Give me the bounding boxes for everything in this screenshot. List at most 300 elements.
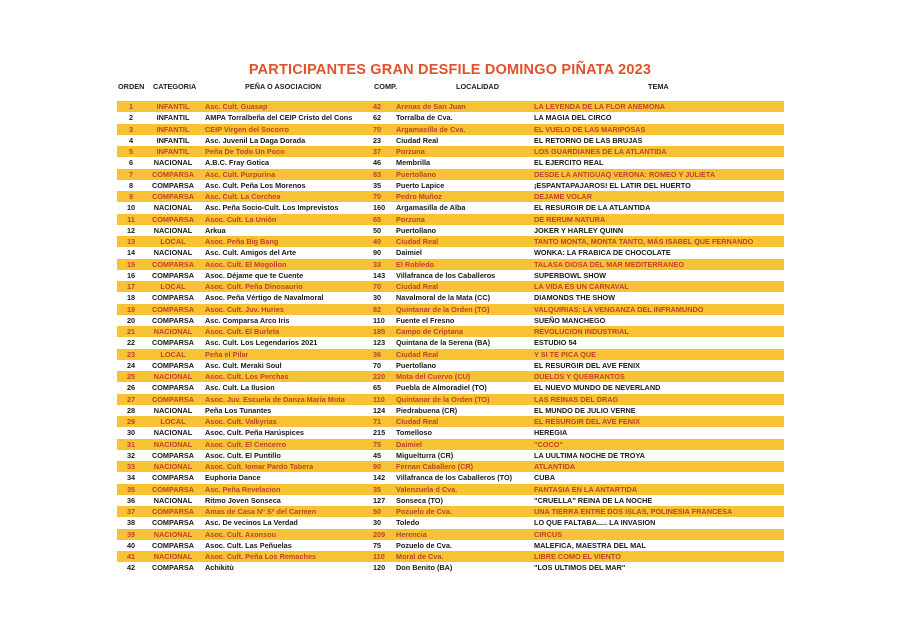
table-row bbox=[117, 304, 784, 315]
table-row bbox=[117, 360, 784, 371]
cell-tema: DESDE LA ANTIGUAQ VERONA: ROMEO Y JULIETA bbox=[534, 169, 716, 179]
cell-tema: REVOLUCION INDUSTRIAL bbox=[534, 327, 629, 336]
cell-categoria: COMPARSA bbox=[151, 304, 195, 314]
cell-pena: Asoc. Cult. El Cencerro bbox=[205, 439, 287, 449]
cell-comp: 30 bbox=[373, 518, 382, 528]
cell-categoria: COMPARSA bbox=[151, 450, 195, 460]
cell-orden: 38 bbox=[126, 518, 136, 528]
cell-pena: Asc. Juvenil La Daga Dorada bbox=[205, 135, 306, 145]
cell-orden: 35 bbox=[126, 484, 136, 494]
cell-comp: 70 bbox=[373, 282, 382, 291]
cell-categoria: NACIONAL bbox=[153, 495, 193, 505]
cell-tema: DUELOS Y QUEBRANTOS bbox=[534, 372, 625, 381]
cell-categoria: INFANTIL bbox=[156, 147, 190, 156]
cell-pena: Asoc. Cult. Las Peñuelas bbox=[205, 540, 292, 550]
cell-orden: 21 bbox=[126, 327, 136, 336]
cell-pena: Asoc. Cult. Juv. Huries bbox=[205, 304, 284, 314]
table-row bbox=[117, 191, 784, 202]
cell-pena: Asc. Cult. Meraki Soul bbox=[205, 360, 282, 370]
cell-localidad: Don Benito (BA) bbox=[396, 563, 453, 573]
cell-pena: Asoc. Cult. Peña Dinosaurio bbox=[205, 282, 303, 291]
cell-tema: WONKA: LA FRABICA DE CHOCOLATE bbox=[534, 248, 671, 258]
cell-orden: 22 bbox=[126, 338, 136, 348]
table-row bbox=[117, 101, 784, 112]
cell-orden: 13 bbox=[126, 237, 136, 246]
table-row bbox=[117, 551, 784, 562]
cell-orden: 18 bbox=[126, 293, 136, 303]
cell-categoria: LOCAL bbox=[160, 237, 186, 246]
cell-tema: TALASA DIOSA DEL MAR MEDITERRANEO bbox=[534, 259, 684, 269]
cell-pena: Asoc. Cult. El Puntillo bbox=[205, 450, 281, 460]
cell-comp: 65 bbox=[373, 383, 382, 393]
cell-pena: Asoc. Cult. Peña Los Remaches bbox=[205, 552, 317, 561]
cell-localidad: Quintanar de la Orden (TO) bbox=[396, 394, 490, 404]
cell-orden: 37 bbox=[126, 507, 136, 516]
cell-categoria: INFANTIL bbox=[156, 113, 190, 123]
table-row bbox=[117, 382, 784, 393]
cell-comp: 127 bbox=[373, 495, 386, 505]
cell-comp: 70 bbox=[373, 192, 382, 201]
cell-categoria: COMPARSA bbox=[151, 563, 195, 573]
cell-pena: Asoc. Cult. El Mogollon bbox=[205, 259, 287, 269]
cell-comp: 75 bbox=[373, 540, 382, 550]
table-row bbox=[117, 236, 784, 247]
cell-orden: 12 bbox=[126, 225, 136, 235]
cell-tema: "COCO" bbox=[534, 439, 563, 449]
cell-categoria: COMPARSA bbox=[151, 259, 195, 269]
cell-tema: LA MAGIA DEL CIRCO bbox=[534, 113, 612, 123]
cell-comp: 110 bbox=[373, 394, 385, 404]
cell-comp: 90 bbox=[373, 462, 382, 471]
cell-categoria: NACIONAL bbox=[153, 428, 193, 438]
cell-comp: 30 bbox=[373, 293, 382, 303]
cell-pena: Asoc. Cult. Iomar Pardo Tabera bbox=[205, 462, 314, 471]
cell-orden: 4 bbox=[128, 135, 134, 145]
cell-pena: Asc. De vecinos La Verdad bbox=[205, 518, 298, 528]
cell-tema: SUEÑO MANCHEGO bbox=[534, 315, 606, 325]
cell-orden: 33 bbox=[126, 462, 136, 471]
cell-pena: Peña De Todo Un Poco bbox=[205, 147, 285, 156]
table-row bbox=[117, 337, 784, 348]
cell-tema: VALQUIRIAS: LA VENGANZA DEL INFRAMUNDO bbox=[534, 304, 704, 314]
cell-tema: SUPERBOWL SHOW bbox=[534, 270, 607, 280]
table-row bbox=[117, 214, 784, 225]
cell-tema: "CRUELLA" REINA DE LA NOCHE bbox=[534, 495, 653, 505]
cell-comp: 71 bbox=[373, 417, 382, 426]
cell-localidad: Toledo bbox=[396, 518, 420, 528]
cell-pena: Asc. Cult. Guasap bbox=[205, 102, 268, 111]
cell-comp: 33 bbox=[373, 259, 382, 269]
cell-categoria: COMPARSA bbox=[151, 507, 195, 516]
cell-pena: Asc. Comparsa Arco Iris bbox=[205, 315, 290, 325]
cell-categoria: NACIONAL bbox=[153, 405, 193, 415]
cell-comp: 90 bbox=[373, 248, 382, 258]
cell-comp: 36 bbox=[373, 349, 382, 359]
cell-orden: 29 bbox=[126, 417, 136, 426]
cell-tema: FANTASIA EN LA ANTARTIDA bbox=[534, 484, 638, 494]
cell-localidad: Puebla de Almoradiel (TO) bbox=[396, 383, 487, 393]
cell-localidad: El Robledo bbox=[396, 259, 435, 269]
cell-categoria: NACIONAL bbox=[153, 372, 193, 381]
cell-localidad: Daimiel bbox=[396, 248, 422, 258]
cell-tema: LOS GUARDIANES DE LA ATLANTIDA bbox=[534, 147, 667, 156]
cell-pena: A.B.C. Fray Gotica bbox=[205, 158, 270, 168]
cell-orden: 25 bbox=[126, 372, 136, 381]
header-orden: ORDEN bbox=[118, 82, 145, 91]
cell-categoria: NACIONAL bbox=[153, 158, 193, 168]
cell-localidad: Membrilla bbox=[396, 158, 431, 168]
cell-comp: 65 bbox=[373, 214, 382, 224]
cell-comp: 124 bbox=[373, 405, 386, 415]
participants-table bbox=[117, 101, 784, 574]
table-row bbox=[117, 529, 784, 540]
cell-tema: LA UULTIMA NOCHE DE TROYA bbox=[534, 450, 645, 460]
cell-categoria: COMPARSA bbox=[151, 484, 195, 494]
cell-pena: CEIP Virgen del Socorro bbox=[205, 124, 290, 134]
cell-localidad: Argamasilla de Alba bbox=[396, 203, 466, 213]
cell-pena: Asoc. Déjame que te Cuente bbox=[205, 270, 304, 280]
cell-localidad: Campo de Criptana bbox=[396, 327, 463, 336]
cell-localidad: Puertollano bbox=[396, 225, 437, 235]
table-row bbox=[117, 517, 784, 528]
cell-comp: 35 bbox=[373, 484, 382, 494]
cell-orden: 28 bbox=[126, 405, 136, 415]
table-row bbox=[117, 157, 784, 168]
cell-orden: 36 bbox=[126, 495, 136, 505]
cell-tema: HEREGIA bbox=[534, 428, 568, 438]
cell-localidad: Porzuna bbox=[396, 214, 425, 224]
cell-comp: 220 bbox=[373, 372, 386, 381]
cell-pena: Euphoria Dance bbox=[205, 473, 261, 483]
cell-categoria: COMPARSA bbox=[151, 192, 195, 201]
cell-categoria: LOCAL bbox=[160, 349, 186, 359]
cell-categoria: NACIONAL bbox=[153, 462, 193, 471]
cell-tema: EL EJERCITO REAL bbox=[534, 158, 604, 168]
cell-orden: 6 bbox=[128, 158, 134, 168]
cell-pena: Ritmo Joven Sonseca bbox=[205, 495, 281, 505]
table-row bbox=[117, 349, 784, 360]
cell-orden: 20 bbox=[126, 315, 136, 325]
header-comp: COMP. bbox=[374, 82, 397, 91]
table-row bbox=[117, 146, 784, 157]
table-row bbox=[117, 292, 784, 303]
cell-pena: Asoc. Cult. Peña Harúspices bbox=[205, 428, 304, 438]
cell-tema: EL RETORNO DE LAS BRUJAS bbox=[534, 135, 643, 145]
cell-tema: ¡ESPANTAPAJAROS! EL LATIR DEL HUERTO bbox=[534, 180, 691, 190]
cell-tema: ATLANTIDA bbox=[534, 462, 576, 471]
cell-orden: 19 bbox=[126, 304, 136, 314]
cell-pena: Asc. Cult. La Corchea bbox=[205, 192, 281, 201]
table-row bbox=[117, 247, 784, 258]
cell-orden: 41 bbox=[126, 552, 136, 561]
cell-orden: 23 bbox=[126, 349, 136, 359]
table-row bbox=[117, 180, 784, 191]
table-row bbox=[117, 472, 784, 483]
table-row bbox=[117, 405, 784, 416]
cell-categoria: COMPARSA bbox=[151, 473, 195, 483]
cell-categoria: NACIONAL bbox=[153, 529, 193, 539]
cell-pena: Asc. Cult. Peña Los Morenos bbox=[205, 180, 306, 190]
table-row bbox=[117, 439, 784, 450]
cell-categoria: COMPARSA bbox=[151, 360, 195, 370]
cell-categoria: COMPARSA bbox=[151, 214, 195, 224]
cell-orden: 7 bbox=[128, 169, 134, 179]
cell-pena: Asoc. Peña Vértigo de Navalmoral bbox=[205, 293, 324, 303]
cell-orden: 40 bbox=[126, 540, 136, 550]
cell-localidad: Quintana de la Serena (BA) bbox=[396, 338, 491, 348]
cell-orden: 14 bbox=[126, 248, 136, 258]
cell-pena: Asc. Peña Revelacion bbox=[205, 484, 281, 494]
table-row bbox=[117, 281, 784, 292]
cell-localidad: Miguelturra (CR) bbox=[396, 450, 454, 460]
cell-comp: 70 bbox=[373, 360, 382, 370]
cell-tema: LIBRE COMO EL VIENTO bbox=[534, 552, 621, 561]
cell-comp: 40 bbox=[373, 237, 382, 246]
cell-orden: 27 bbox=[126, 394, 136, 404]
cell-tema: TANTO MONTA, MONTA TANTO, MÁS ISABEL QUE FERNANDO bbox=[534, 237, 754, 246]
cell-comp: 50 bbox=[373, 507, 382, 516]
cell-orden: 42 bbox=[126, 563, 136, 573]
cell-orden: 10 bbox=[126, 203, 136, 213]
cell-orden: 16 bbox=[126, 270, 136, 280]
cell-orden: 31 bbox=[126, 439, 136, 449]
table-row bbox=[117, 540, 784, 551]
cell-comp: 62 bbox=[373, 113, 382, 123]
cell-comp: 75 bbox=[373, 439, 382, 449]
cell-categoria: COMPARSA bbox=[151, 315, 195, 325]
cell-pena: Asoc. Cult. La Unión bbox=[205, 214, 277, 224]
cell-orden: 26 bbox=[126, 383, 136, 393]
cell-localidad: Ciudad Real bbox=[396, 237, 439, 246]
table-row bbox=[117, 562, 784, 573]
cell-tema: DE RERUM NATURA bbox=[534, 214, 606, 224]
cell-comp: 160 bbox=[373, 203, 386, 213]
cell-comp: 123 bbox=[373, 338, 386, 348]
cell-pena: Asoc. Cult. El Burleta bbox=[205, 327, 280, 336]
table-row bbox=[117, 202, 784, 213]
cell-localidad: Herencia bbox=[396, 529, 427, 539]
cell-localidad: Villafranca de los Caballeros bbox=[396, 270, 496, 280]
cell-comp: 215 bbox=[373, 428, 386, 438]
cell-tema: LAS REINAS DEL DRAG bbox=[534, 394, 619, 404]
cell-comp: 42 bbox=[373, 102, 382, 111]
table-row bbox=[117, 124, 784, 135]
cell-categoria: INFANTIL bbox=[156, 135, 190, 145]
cell-localidad: Fernan Caballero (CR) bbox=[396, 462, 474, 471]
cell-pena: Asoc. Peña Big Bang bbox=[205, 237, 279, 246]
cell-localidad: Villafranca de los Caballeros (TO) bbox=[396, 473, 513, 483]
cell-categoria: COMPARSA bbox=[151, 540, 195, 550]
cell-pena: Asc. Peña Socio-Cult. Los Imprevistos bbox=[205, 203, 339, 213]
cell-localidad: Argamasilla de Cva. bbox=[396, 124, 466, 134]
page-title: PARTICIPANTES GRAN DESFILE DOMINGO PIÑATA 2023 bbox=[248, 62, 652, 78]
cell-comp: 46 bbox=[373, 158, 382, 168]
cell-localidad: Ciudad Real bbox=[396, 282, 439, 291]
cell-orden: 2 bbox=[128, 113, 134, 123]
cell-orden: 32 bbox=[126, 450, 136, 460]
table-row bbox=[117, 270, 784, 281]
table-row bbox=[117, 135, 784, 146]
table-row bbox=[117, 427, 784, 438]
cell-orden: 24 bbox=[126, 360, 136, 370]
cell-orden: 34 bbox=[126, 473, 136, 483]
cell-categoria: COMPARSA bbox=[151, 169, 195, 179]
cell-tema: EL RESURGIR DE LA ATLANTIDA bbox=[534, 203, 651, 213]
cell-tema: Y SI TE PICA QUE bbox=[534, 349, 597, 359]
cell-tema: LO QUE FALTABA..... LA INVASION bbox=[534, 518, 656, 528]
cell-localidad: Pozuelo de Cva. bbox=[396, 540, 452, 550]
cell-tema: "LOS ULTIMOS DEL MAR" bbox=[534, 563, 626, 573]
table-row bbox=[117, 169, 784, 180]
cell-tema: DIAMONDS THE SHOW bbox=[534, 293, 616, 303]
cell-localidad: Piedrabuena (CR) bbox=[396, 405, 458, 415]
cell-categoria: LOCAL bbox=[160, 282, 186, 291]
cell-categoria: NACIONAL bbox=[153, 248, 193, 258]
cell-pena: Asc. Cult. La Ilusion bbox=[205, 383, 275, 393]
cell-pena: Asoc. Cult. Los Perchas bbox=[205, 372, 289, 381]
cell-categoria: COMPARSA bbox=[151, 293, 195, 303]
cell-comp: 83 bbox=[373, 169, 382, 179]
cell-tema: DEJAME VOLAR bbox=[534, 192, 592, 201]
cell-comp: 70 bbox=[373, 124, 382, 134]
table-row bbox=[117, 225, 784, 236]
header-tema: TEMA bbox=[648, 82, 669, 91]
cell-localidad: Valenzuela d Cva. bbox=[396, 484, 458, 494]
header-categoria: CATEGORIA bbox=[153, 82, 197, 91]
table-row bbox=[117, 450, 784, 461]
cell-tema: EL NUEVO MUNDO DE NEVERLAND bbox=[534, 383, 661, 393]
table-row bbox=[117, 112, 784, 123]
cell-comp: 143 bbox=[373, 270, 386, 280]
table-row bbox=[117, 506, 784, 517]
cell-localidad: Arenas de San Juan bbox=[396, 102, 466, 111]
header-pena: PEÑA O ASOCIACION bbox=[245, 82, 322, 91]
cell-categoria: NACIONAL bbox=[153, 225, 193, 235]
table-row bbox=[117, 461, 784, 472]
cell-localidad: Pozuelo de Cva. bbox=[396, 507, 452, 516]
cell-localidad: Ciudad Real bbox=[396, 349, 439, 359]
cell-localidad: Pedro Muñoz bbox=[396, 192, 442, 201]
cell-pena: Amas de Casa Nº Sª del Carmen bbox=[205, 507, 317, 516]
cell-orden: 3 bbox=[128, 124, 134, 134]
cell-comp: 37 bbox=[373, 147, 382, 156]
table-row bbox=[117, 484, 784, 495]
cell-localidad: Quintanar de la Orden (TO) bbox=[396, 304, 490, 314]
cell-categoria: LOCAL bbox=[160, 417, 186, 426]
cell-localidad: Navalmoral de la Mata (CC) bbox=[396, 293, 491, 303]
cell-comp: 120 bbox=[373, 563, 386, 573]
cell-tema: MALEFICA, MAESTRA DEL MAL bbox=[534, 540, 646, 550]
cell-orden: 8 bbox=[128, 180, 134, 190]
cell-tema: CIRCUS bbox=[534, 529, 562, 539]
cell-orden: 17 bbox=[126, 282, 136, 291]
cell-tema: LA LEYENDA DE LA FLOR ANEMONA bbox=[534, 102, 666, 111]
cell-categoria: INFANTIL bbox=[156, 124, 190, 134]
cell-orden: 11 bbox=[127, 214, 135, 224]
cell-pena: Asoc. Cult. Axonsou bbox=[205, 529, 277, 539]
cell-localidad: Puertollano bbox=[396, 360, 437, 370]
cell-orden: 5 bbox=[128, 147, 134, 156]
cell-localidad: Torralba de Cva. bbox=[396, 113, 453, 123]
cell-categoria: INFANTIL bbox=[156, 102, 190, 111]
cell-comp: 23 bbox=[373, 135, 382, 145]
cell-pena: Peña el Pilar bbox=[205, 349, 249, 359]
cell-comp: 82 bbox=[373, 304, 382, 314]
cell-tema: CUBA bbox=[534, 473, 556, 483]
cell-pena: Asc. Cult. Los Legendarios 2021 bbox=[205, 338, 318, 348]
cell-localidad: Sonseca (TO) bbox=[396, 495, 443, 505]
cell-orden: 9 bbox=[128, 192, 134, 201]
table-row bbox=[117, 416, 784, 427]
header-localidad: LOCALIDAD bbox=[456, 82, 499, 91]
cell-comp: 209 bbox=[373, 529, 386, 539]
cell-tema: EL VUELO DE LAS MARIPOSAS bbox=[534, 124, 646, 134]
cell-comp: 110 bbox=[373, 552, 385, 561]
cell-pena: Achikitù bbox=[205, 563, 234, 573]
cell-categoria: COMPARSA bbox=[151, 338, 195, 348]
cell-localidad: Tomelloso bbox=[396, 428, 432, 438]
cell-pena: Asoc. Juv. Escuela de Danza María Mota bbox=[205, 394, 345, 404]
cell-comp: 142 bbox=[373, 473, 386, 483]
cell-localidad: Puertollano bbox=[396, 169, 437, 179]
cell-categoria: COMPARSA bbox=[151, 394, 195, 404]
cell-categoria: NACIONAL bbox=[153, 327, 193, 336]
cell-pena: Asc. Cult. Purpurina bbox=[205, 169, 276, 179]
cell-orden: 30 bbox=[126, 428, 136, 438]
cell-orden: 1 bbox=[128, 102, 134, 111]
cell-categoria: COMPARSA bbox=[151, 180, 195, 190]
cell-localidad: Mota del Cuervo (CU) bbox=[396, 372, 471, 381]
cell-comp: 110 bbox=[373, 315, 385, 325]
cell-localidad: Porzuna bbox=[396, 147, 425, 156]
cell-orden: 39 bbox=[126, 529, 136, 539]
cell-pena: Peña Los Tunantes bbox=[205, 405, 272, 415]
cell-tema: LA VIDA ES UN CARNAVAL bbox=[534, 282, 629, 291]
cell-localidad: Puerto Lapice bbox=[396, 180, 445, 190]
cell-categoria: NACIONAL bbox=[153, 203, 193, 213]
cell-categoria: NACIONAL bbox=[153, 439, 193, 449]
table-row bbox=[117, 315, 784, 326]
cell-tema: JOKER Y HARLEY QUINN bbox=[534, 225, 624, 235]
cell-pena: Asoc. Cult. Valkyrias bbox=[205, 417, 277, 426]
cell-tema: EL RESURGIR DEL AVE FENIX bbox=[534, 417, 640, 426]
cell-comp: 35 bbox=[373, 180, 382, 190]
cell-tema: ESTUDIO 54 bbox=[534, 338, 577, 348]
table-row bbox=[117, 326, 784, 337]
cell-pena: Arkua bbox=[205, 225, 226, 235]
cell-categoria: NACIONAL bbox=[153, 552, 193, 561]
table-row bbox=[117, 259, 784, 270]
cell-localidad: Moral de Cva. bbox=[396, 552, 444, 561]
cell-tema: UNA TIERRA ENTRE DOS ISLAS, POLINESIA FRANCESA bbox=[534, 507, 733, 516]
cell-categoria: COMPARSA bbox=[151, 518, 195, 528]
cell-comp: 185 bbox=[373, 327, 386, 336]
cell-categoria: COMPARSA bbox=[151, 270, 195, 280]
cell-pena: AMPA Torralbeña del CEIP Cristo del Cons bbox=[205, 113, 353, 123]
cell-comp: 50 bbox=[373, 225, 382, 235]
cell-localidad: Ciudad Real bbox=[396, 135, 439, 145]
cell-pena: Asc. Cult. Amigos del Arte bbox=[205, 248, 297, 258]
table-header bbox=[0, 82, 900, 94]
cell-localidad: Fuente el Fresno bbox=[396, 315, 455, 325]
cell-categoria: COMPARSA bbox=[151, 383, 195, 393]
cell-orden: 15 bbox=[126, 259, 136, 269]
cell-localidad: Ciudad Real bbox=[396, 417, 439, 426]
cell-tema: EL MUNDO DE JULIO VERNE bbox=[534, 405, 636, 415]
table-row bbox=[117, 495, 784, 506]
cell-tema: EL RESURGIR DEL AVE FENIX bbox=[534, 360, 640, 370]
cell-comp: 45 bbox=[373, 450, 382, 460]
